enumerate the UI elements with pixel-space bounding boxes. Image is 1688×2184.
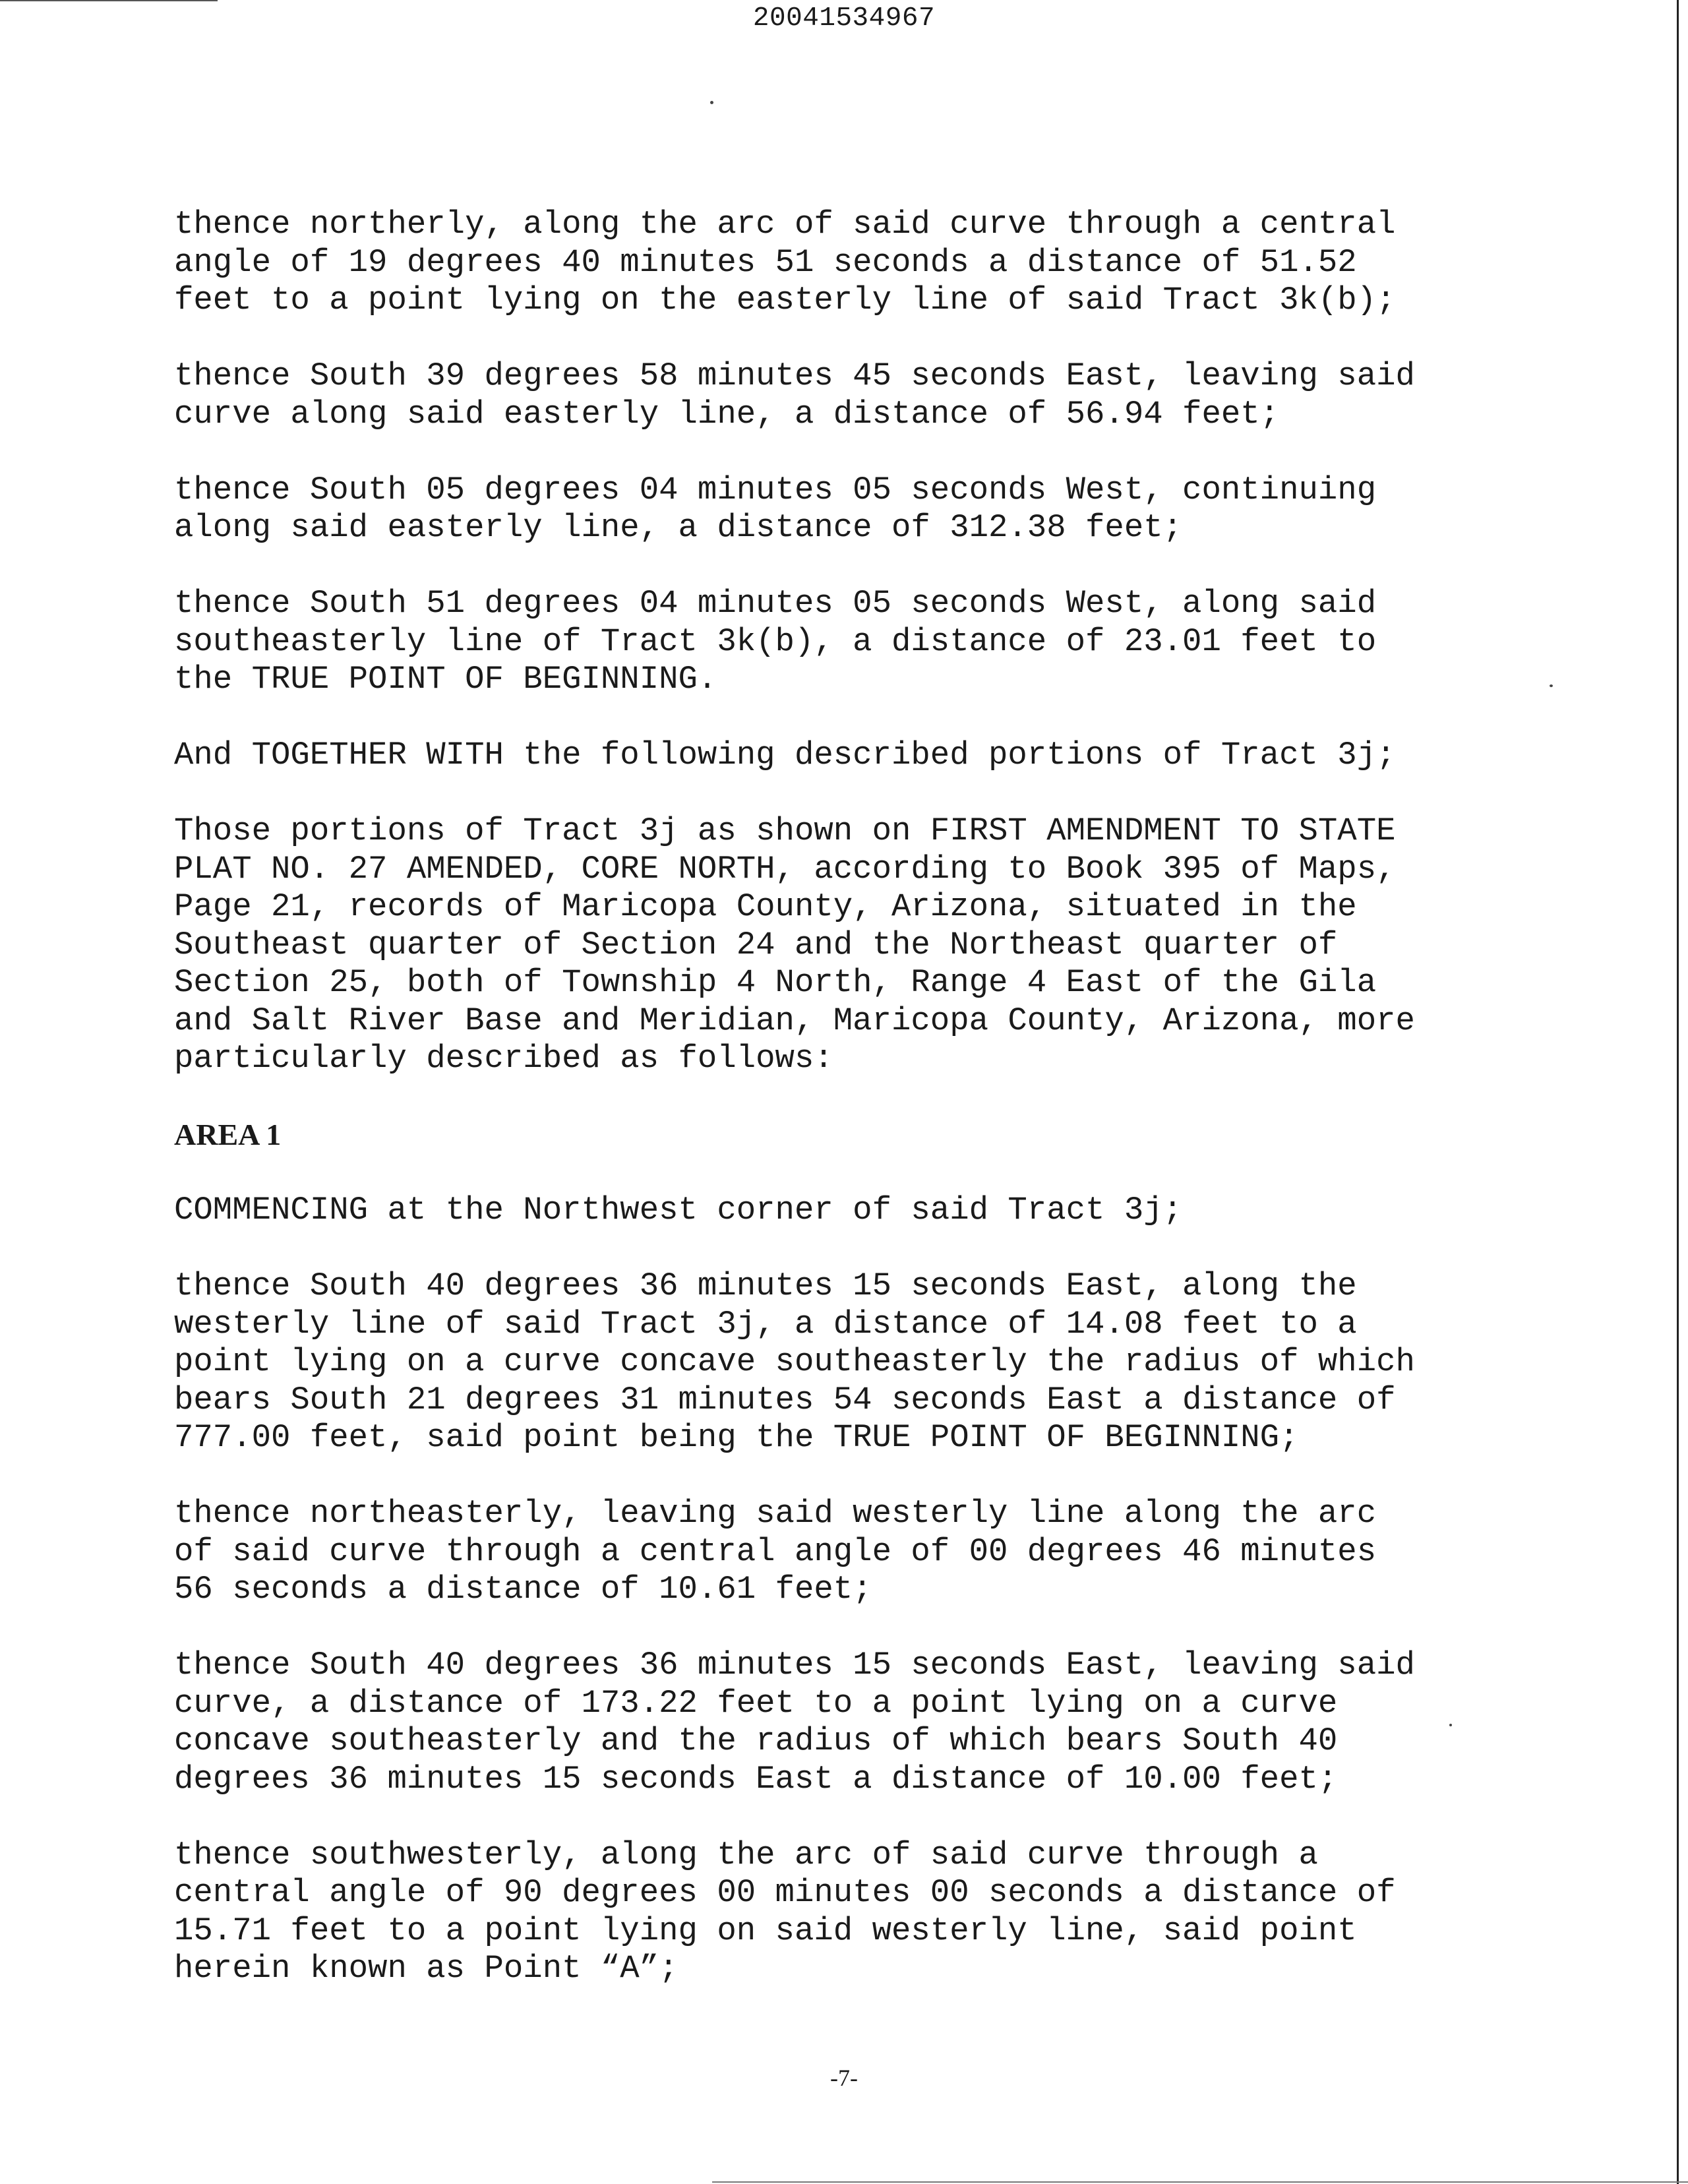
paragraph: thence northerly, along the arc of said curve through a central angle of 19 degrees 40 minutes 51 seconds a distance of 51.52 feet to a point lying on the easterly line of said Tract 3k(b); bbox=[174, 206, 1396, 318]
document-number: 20041534967 bbox=[752, 3, 936, 34]
paragraph: thence South 05 degrees 04 minutes 05 seconds West, continuing along said easterly line, a distance of 312.38 feet; bbox=[174, 471, 1377, 546]
paragraph: thence South 40 degrees 36 minutes 15 seconds East, along the westerly line of said Tract 3j, a distance of 14.08 feet to a point lying on a curve concave southeasterly the radius of which bears South 21 degrees 31 minutes 54 seconds East a distance of 777.00 feet, said point being the TRUE POINT OF BEGINNING; bbox=[174, 1267, 1415, 1456]
paragraph: thence South 51 degrees 04 minutes 05 seconds West, along said southeasterly line of Tract 3k(b), a distance of 23.01 feet to the TRUE POINT OF BEGINNING. bbox=[174, 585, 1377, 698]
paragraph: thence southwesterly, along the arc of said curve through a central angle of 90 degrees 00 minutes 00 seconds a distance of 15.71 feet to a point lying on said westerly line, said point herein known as Point “A”; bbox=[174, 1836, 1396, 1987]
page-number: -7- bbox=[830, 2065, 858, 2091]
paragraph: And TOGETHER WITH the following described portions of Tract 3j; bbox=[174, 737, 1396, 774]
area-heading: AREA 1 bbox=[174, 1118, 282, 1151]
paragraph: COMMENCING at the Northwest corner of said Tract 3j; bbox=[174, 1192, 1183, 1228]
scan-bottom-rule bbox=[712, 2181, 1688, 2183]
paragraph: thence South 39 degrees 58 minutes 45 seconds East, leaving said curve along said easterly line, a distance of 56.94 feet; bbox=[174, 357, 1415, 433]
scan-speck bbox=[710, 101, 713, 104]
document-body bbox=[174, 206, 1658, 2026]
scan-top-rule bbox=[0, 0, 218, 1]
scan-right-edge bbox=[1677, 0, 1679, 2184]
paragraph: thence northeasterly, leaving said westerly line along the arc of said curve through a central angle of 00 degrees 46 minutes 56 seconds a distance of 10.61 feet; bbox=[174, 1495, 1377, 1608]
paragraph: Those portions of Tract 3j as shown on FIRST AMENDMENT TO STATE PLAT NO. 27 AMENDED, CORE NORTH, according to Book 395 of Maps, Page 21, records of Maricopa County, Arizona, situated in the Southeast quarter of Section 24 and the Northeast quarter of Section 25, both of Township 4 North, Range 4 East of the Gila and Salt River Base and Meridian, Maricopa County, Arizona, more particularly described as follows: bbox=[174, 812, 1415, 1077]
paragraph: thence South 40 degrees 36 minutes 15 seconds East, leaving said curve, a distance of 173.22 feet to a point lying on a curve concave southeasterly and the radius of which bears South 40 degrees 36 minutes 15 seconds East a distance of 10.00 feet; bbox=[174, 1647, 1415, 1798]
